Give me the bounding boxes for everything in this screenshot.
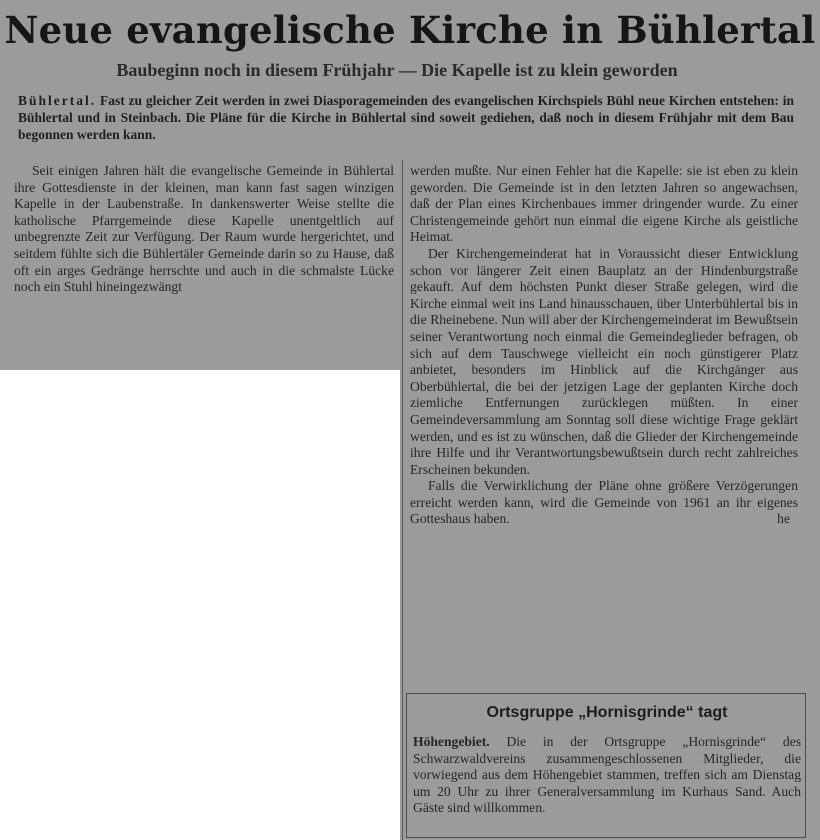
notice-place: Höhengebiet.: [413, 734, 490, 749]
column-divider: [402, 160, 403, 840]
article-subheadline: Baubeginn noch in diesem Frühjahr — Die Kapelle ist zu klein geworden: [116, 60, 678, 80]
article-column-right: [410, 163, 798, 528]
lead-text: Fast zu gleicher Zeit werden in zwei Diasporagemeinden des evangelischen Kirchspiels Bühl neue Kirchen entstehen: in Bühlertal und in Steinbach. Die Pläne für die Kirche in Bühlertal sind soweit gediehen, daß noch in diesem Frühjahr mit dem Bau begonnen werden kann.: [18, 93, 794, 142]
notice-box: [406, 693, 806, 838]
paragraph: Der Kirchengemeinderat hat in Voraussicht dieser Entwicklung schon vor längerer Zeit einen Bauplatz an der Hindenburgstraße gekauft. Auf dem höchsten Punkt dieser Straße gelegen, wird die Kirche einmal weit ins Land hinausschauen, über Unterbühlertal bis in die Rheinebene. Nun will aber der Kirchengemeinderat im Bewußtsein seiner Verantwortung noch einmal die Gemeindeglieder befragen, ob sich auf dem Tauschwege vielleicht ein noch günstigerer Platz anbietet, besonders im Hinblick auf die Kirchgänger aus Oberbühlertal, die bei der jetzigen Lage der geplanten Kirche doch ziemliche Entfernungen zurücklegen müßten. In einer Gemeindeversammlung am Sonntag soll diese wichtige Frage geklärt werden, und es ist zu wünschen, daß die Glieder der Kirchengemeinde ihre Hilfe und ihr Verantwortungsbewußtsein durch recht zahlreiches Erscheinen bekunden.: [410, 245, 798, 477]
paragraph: Seit einigen Jahren hält die evangelische Gemeinde in Bühlertal ihre Gottesdienste in der kleinen, man kann fast sagen winzigen Kapelle in der Laubenstraße. In dankenswerter Weise stellte die katholische Pfarrgemeinde diese Kapelle unentgeltlich auf unbegrenzte Zeit zur Verfügung. Der Raum wurde hergerichtet, und seitdem fühlte sich die Bühlertäler Gemeinde darin so zu Hause, daß oft ein arges Gedränge herrschte und auch in die schmalste Lücke noch ein Stuhl hineingezwängt: [14, 163, 394, 295]
lead-place: Bühlertal.: [18, 93, 97, 108]
article-headline: Neue evangelische Kirche in Bühlertal: [4, 8, 816, 52]
author-signature: he: [777, 511, 790, 527]
article-column-left: [14, 163, 394, 296]
notice-title: Ortsgruppe „Hornisgrinde“ tagt: [486, 704, 728, 721]
notice-body: [413, 734, 801, 817]
article-lead: [18, 92, 794, 143]
paragraph-final: [410, 478, 798, 528]
notice-text: Die in der Ortsgruppe „Hornisgrinde“ des Schwarzwaldvereins zusammengeschlossenen Mitglieder, die vorwiegend aus dem Höhengebiet stammen, treffen sich am Dienstag um 20 Uhr zu ihrer Generalversammlung im Kurhaus Sand. Auch Gäste sind willkommen.: [413, 734, 801, 815]
paragraph-text: Falls die Verwirklichung der Pläne ohne größere Verzögerungen erreicht werden kann, wird die Gemeinde von 1961 an ihr eigenes Gotteshaus haben.: [410, 478, 798, 527]
paragraph: werden mußte. Nur einen Fehler hat die Kapelle: sie ist eben zu klein geworden. Die Gemeinde ist in den letzten Jahren so angewachsen, daß der Plan eines Kirchenbaues immer dringender wurde. Zu einer Christengemeinde gehört nun einmal die eigene Kirche als geistliche Heimat.: [410, 163, 798, 245]
